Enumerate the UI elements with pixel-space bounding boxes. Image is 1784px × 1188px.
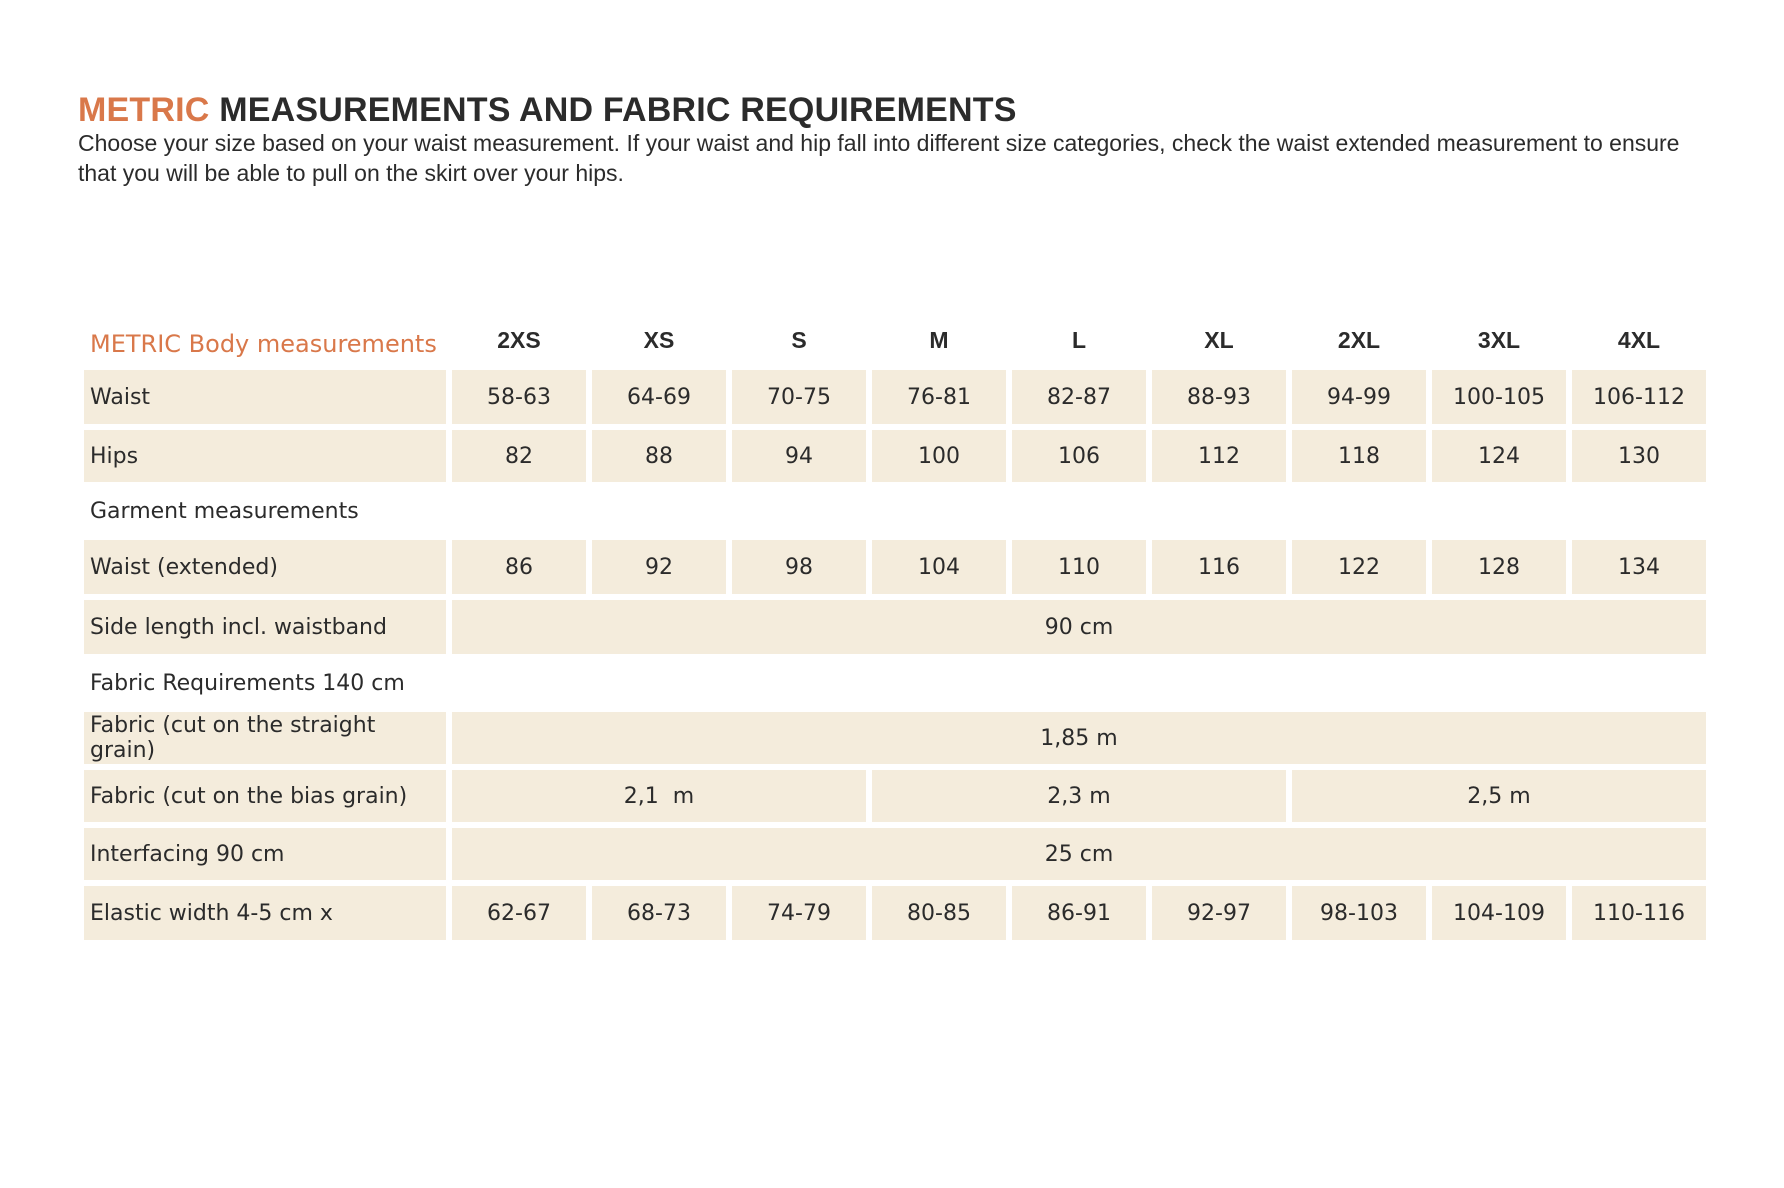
size-header-s: S	[791, 327, 807, 353]
hips-cell: 100	[872, 430, 1006, 482]
elastic-cell: 92-97	[1152, 886, 1286, 940]
elastic-cell: 86-91	[1012, 886, 1146, 940]
elastic-cell: 74-79	[732, 886, 866, 940]
elastic-cell: 68-73	[592, 886, 726, 940]
waist-cell: 70-75	[732, 370, 866, 424]
waist-cell: 94-99	[1292, 370, 1426, 424]
size-header-xl: XL	[1204, 327, 1234, 353]
intro-text: Choose your size based on your waist measurement. If your waist and hip fall into different size categories, check the waist extended measurement to ensure that you will be able to pull on the skirt over your hips.	[78, 130, 1680, 186]
size-header-3xl: 3XL	[1477, 327, 1521, 353]
size-header-4xl: 4XL	[1617, 327, 1661, 353]
waist-extended-cell: 134	[1572, 540, 1706, 594]
waist-extended-cell: 104	[872, 540, 1006, 594]
row-label-fabric-bias: Fabric (cut on the bias grain)	[84, 770, 446, 822]
section-garment-measurements: Garment measurements	[90, 498, 359, 524]
waist-cell: 106-112	[1572, 370, 1706, 424]
waist-extended-cell: 110	[1012, 540, 1146, 594]
title-rest: MEASUREMENTS AND FABRIC REQUIREMENTS	[219, 91, 1017, 129]
waist-extended-cell: 92	[592, 540, 726, 594]
hips-cell: 130	[1572, 430, 1706, 482]
row-label-side-length: Side length incl. waistband	[84, 600, 446, 654]
waist-extended-cell: 98	[732, 540, 866, 594]
fabric-bias-cell: 2,3 m	[872, 770, 1286, 822]
waist-cell: 64-69	[592, 370, 726, 424]
waist-cell: 88-93	[1152, 370, 1286, 424]
section-fabric-requirements: Fabric Requirements 140 cm	[90, 670, 405, 696]
elastic-cell: 98-103	[1292, 886, 1426, 940]
size-header-m: M	[929, 327, 949, 353]
waist-extended-cell: 122	[1292, 540, 1426, 594]
elastic-cell: 80-85	[872, 886, 1006, 940]
fabric-bias-cell: 2,5 m	[1292, 770, 1706, 822]
hips-cell: 112	[1152, 430, 1286, 482]
size-header-xs: XS	[643, 327, 675, 353]
page-title	[78, 88, 1017, 132]
elastic-cell: 62-67	[452, 886, 586, 940]
hips-cell: 94	[732, 430, 866, 482]
size-header-2xl: 2XL	[1337, 327, 1381, 353]
waist-extended-cell: 86	[452, 540, 586, 594]
hips-cell: 124	[1432, 430, 1566, 482]
row-label-waist-extended: Waist (extended)	[84, 540, 446, 594]
hips-cell: 118	[1292, 430, 1426, 482]
hips-cell: 88	[592, 430, 726, 482]
size-header-l: L	[1071, 327, 1087, 353]
row-label-elastic: Elastic width 4-5 cm x	[84, 886, 446, 940]
elastic-cell: 104-109	[1432, 886, 1566, 940]
row-label-interfacing: Interfacing 90 cm	[84, 828, 446, 880]
waist-cell: 58-63	[452, 370, 586, 424]
side-length-cell: 90 cm	[452, 600, 1706, 654]
elastic-cell: 110-116	[1572, 886, 1706, 940]
waist-cell: 82-87	[1012, 370, 1146, 424]
row-label-waist: Waist	[84, 370, 446, 424]
fabric-bias-cell: 2,1 m	[452, 770, 866, 822]
size-header-2xs: 2XS	[497, 327, 541, 353]
waist-cell: 76-81	[872, 370, 1006, 424]
hips-cell: 82	[452, 430, 586, 482]
table-header-label: METRIC Body measurements	[90, 330, 437, 358]
waist-cell: 100-105	[1432, 370, 1566, 424]
waist-extended-cell: 116	[1152, 540, 1286, 594]
title-accent: METRIC	[78, 91, 210, 129]
row-label-hips: Hips	[84, 430, 446, 482]
waist-extended-cell: 128	[1432, 540, 1566, 594]
fabric-straight-cell: 1,85 m	[452, 712, 1706, 764]
row-label-fabric-straight: Fabric (cut on the straight grain)	[84, 712, 446, 764]
interfacing-cell: 25 cm	[452, 828, 1706, 880]
measurement-table	[84, 318, 1707, 940]
hips-cell: 106	[1012, 430, 1146, 482]
